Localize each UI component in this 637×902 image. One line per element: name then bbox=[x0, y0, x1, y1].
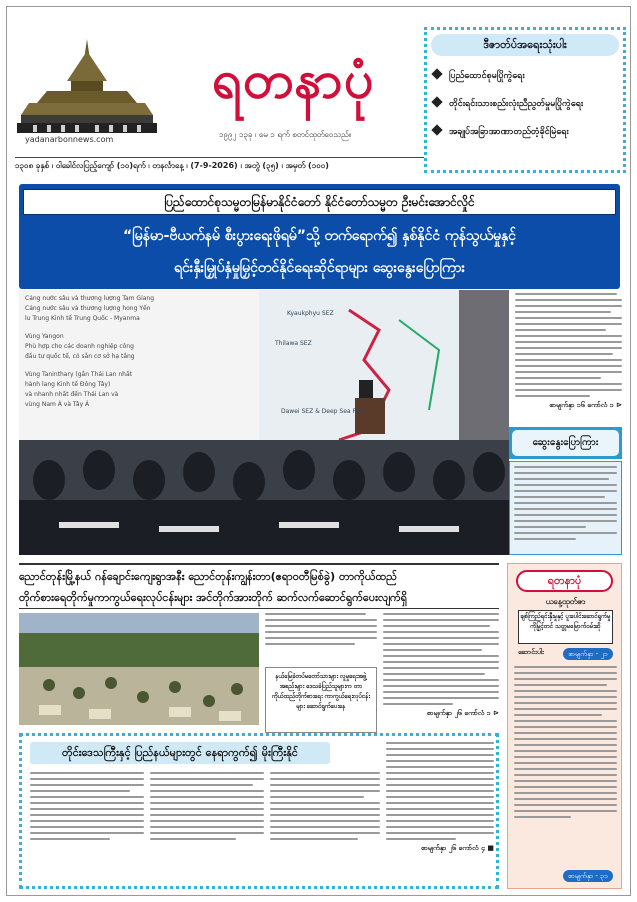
story2-headline-line2: တိုက်စားရေတိုက်မှုကာကွယ်ရေးလုပ်ငန်းများ အင်တိုက်အားတိုက် ဆက်လက်ဆောင်ရွက်ပေးလျက်ရှိ bbox=[19, 591, 408, 604]
pagoda-emblem-icon bbox=[17, 37, 157, 135]
screen-caption-line: vùng Nam Á và Tây Á bbox=[25, 401, 90, 408]
story3-weather-box[interactable] bbox=[19, 733, 499, 889]
national-causes-header: ဒီဇာတ်ပ်အရေးသုံးပါး bbox=[431, 34, 619, 56]
diamond-bullet-icon bbox=[431, 96, 442, 107]
screen-caption-line: và nhanh nhất đến Thái Lan và bbox=[25, 391, 119, 398]
lead-continued-byline[interactable]: စာမျက်နှာ ၁၆ ကော်လံ ၁ ⊳ bbox=[549, 401, 622, 409]
sidebar-brand: ရတနာပုံ bbox=[516, 570, 613, 592]
inside-pages-sidebar bbox=[507, 563, 622, 889]
lead-summary-kicker: ဆွေးနွေးပြောကြား bbox=[509, 427, 622, 459]
lead-headline-banner[interactable] bbox=[19, 184, 620, 289]
story2-headline-line1: ညောင်တုန်းမြို့နယ် ဂန်ချောင်းကျေးရွာအနီး ညောင်တုန်းကျွန်းတာ(ဧရာဝတီမြစ်ခွဲ) တာကိုယ်ထည် bbox=[19, 570, 397, 583]
map-label: Dawei SEZ & Deep Sea Port bbox=[281, 408, 365, 415]
masthead bbox=[7, 7, 631, 175]
lead-body-column bbox=[515, 293, 622, 438]
riverbank-scene-illustration bbox=[19, 613, 259, 725]
newspaper-logo-title: ရတနာပုံ bbox=[211, 49, 375, 110]
screen-caption-line: Cảng nước sâu và thương lượng hong Yến bbox=[25, 305, 151, 312]
issue-dateline: ၁၃၀၈ ခုနှစ် ၊ ဝါခေါင်လပြည့်ကျော် (၁၀)ရက် ၊ တနင်္လာနေ့ ၊ (7-9-2026) ၊ အတွဲ (၃၅) ၊ အမှတ် (၁၀၀) bbox=[15, 157, 425, 171]
lead-headline-line1: “မြန်မာ-ဗီယက်နမ် စီးပွားရေးဖိုရမ်”သို့ တက်ရောက်၍ နှစ်နိုင်ငံ ကုန်သွယ်မှုနှင့် bbox=[123, 228, 516, 244]
sidebar-page-badge-2[interactable]: စာမျက်နှာ - ၃၁ bbox=[563, 870, 613, 882]
sidebar-teaser-1[interactable]: ချစ်ကြည်ရင်းနှီးမှုနှင့် ပူးပေါင်းဆောင်ရွက်မှုကိုမြှင့်တင် သတ္တမမြောက်ဝမ်းဆို bbox=[518, 610, 613, 644]
lead-summary-box bbox=[509, 461, 622, 555]
story2-callout-box bbox=[265, 667, 377, 733]
website-url: yadanarbonnews.com bbox=[25, 135, 114, 144]
story2-continued-byline[interactable]: စာမျက်နှာ ၂၆ ကော်လံ ၁ ⊳ bbox=[426, 709, 499, 717]
screen-caption-line: Phù hợp cho các doanh nghiệp công bbox=[25, 343, 134, 350]
national-cause-item: တိုင်းရင်းသားစည်းလုံးညီညွတ်မှုမပြိုကွဲရေး bbox=[433, 94, 623, 114]
established-line: ၁၉၉၂ ၁၃ခု ၊ မေ ၁ ရက် စတင်ထုတ်ဝေသည်။ bbox=[219, 130, 352, 139]
story2-photo-riverbank[interactable] bbox=[19, 613, 259, 725]
sidebar-subtitle: ယနေ့ထုတ်ဇာ bbox=[545, 597, 586, 606]
story3-headline: တိုင်းဒေသကြီးနှင့် ပြည်နယ်များတွင် နေရာကွက်၍ မိုးကြီးနိုင် bbox=[30, 742, 330, 764]
national-causes-box bbox=[424, 27, 626, 173]
lead-subhead: ပြည်ထောင်စုသမ္မတမြန်မာနိုင်ငံတော် နိုင်ငံတော်သမ္မတ ဦးမင်းအောင်လှိုင် bbox=[23, 189, 616, 215]
sidebar-page-badge-1[interactable]: စာမျက်နှာ - ၂၁ bbox=[563, 648, 613, 660]
national-cause-item: ပြည်ထောင်စုမပြိုကွဲရေး bbox=[433, 66, 623, 86]
sidebar-teaser-1-tag: ဆောင်းပါး bbox=[518, 648, 544, 656]
national-cause-item: အချုပ်အခြာအာဏာတည်တံ့ခိုင်မြဲရေး bbox=[433, 122, 623, 142]
screen-caption-line: hành lang Kinh tế Đông Tây) bbox=[25, 381, 111, 388]
diamond-bullet-icon bbox=[431, 124, 442, 135]
screen-caption-line: lu Trung Kinh tế Trung Quốc - Myanma bbox=[25, 315, 140, 322]
screen-caption-line: Cảng nước sâu và thương lượng Tam Giang bbox=[25, 295, 155, 302]
screen-caption-line: Vùng Yangon bbox=[25, 333, 64, 340]
lead-headline-line2: ရင်းနှီးမြှုပ်နှံမှုမြှင့်တင်နိုင်ရေးဆိုင်ရာများ ဆွေးနွေးပြောကြား bbox=[173, 260, 466, 276]
diamond-bullet-icon bbox=[431, 68, 442, 79]
screen-caption-line: Vùng Taninthary (gần Thái Lan nhất bbox=[25, 371, 133, 378]
newspaper-front-page bbox=[6, 6, 631, 896]
story3-continued-byline[interactable]: စာမျက်နှာ ၂၆ ကော်လံ ၄ ■ bbox=[420, 844, 494, 852]
story2-headline[interactable] bbox=[19, 563, 499, 609]
lead-photo-forum[interactable] bbox=[19, 290, 509, 555]
map-label: Kyaukphyu SEZ bbox=[287, 310, 334, 317]
map-label: Thilawa SEZ bbox=[275, 340, 312, 347]
screen-caption-line: đầu tư quốc tế, có sẵn cơ sở hạ tầng bbox=[25, 353, 135, 360]
story2-callout-text: နယ်မြေခံတပ်မတော်သားများ လူမှုရေးအဖွဲ့အစည်းများ ဒေသခံပြည်သူများက တာကိုယ်ထည်တိုက်စားရေး ကာကွယ်ရေးလုပ်ငန်းများ ဆောင်ရွက်ပေးနေ bbox=[272, 673, 370, 710]
